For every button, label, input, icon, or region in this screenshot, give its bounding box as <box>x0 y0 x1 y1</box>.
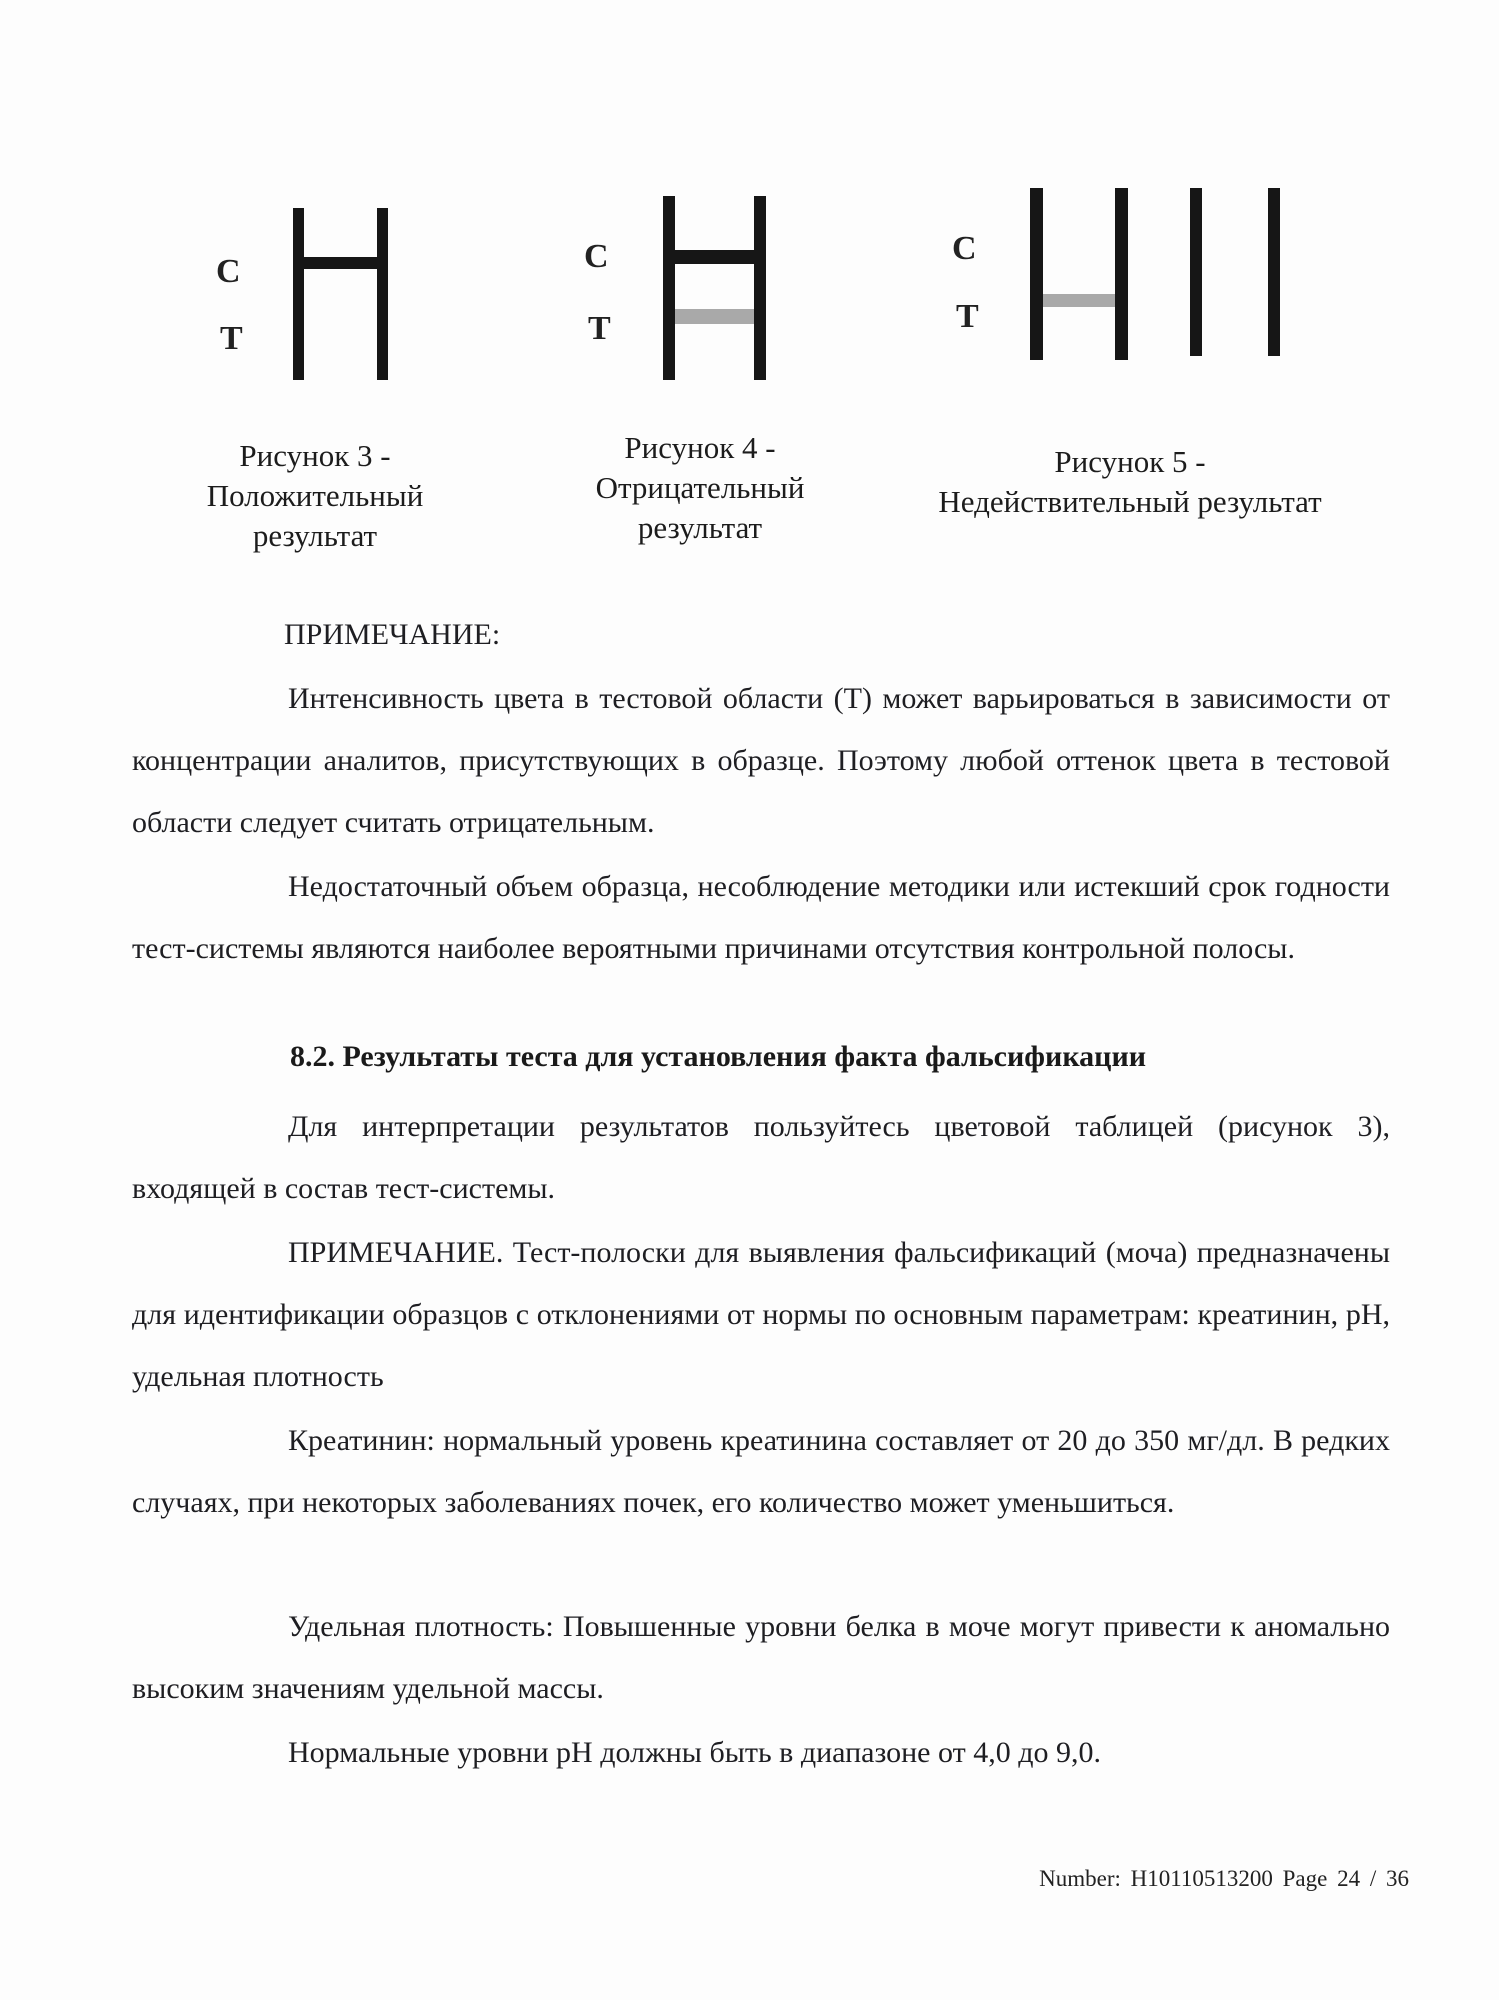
caption-line: Недействительный результат <box>938 484 1322 519</box>
test-line-faint <box>675 309 754 324</box>
paragraph-insufficient-sample: Недостаточный объем образца, несоблюдение методики или истекший срок годности тест-системы являются наиболее вероятными причинами отсутствия контрольной полосы. <box>132 870 1390 965</box>
page-footer <box>1039 1866 1409 1892</box>
paragraph-specific-gravity: Удельная плотность: Повышенные уровни белка в моче могут привести к аномально высоким значениям удельной массы. <box>132 1610 1390 1705</box>
caption-line: результат <box>637 510 763 545</box>
caption-line: Положительный <box>206 478 424 513</box>
footer-number-label: Number: <box>1039 1866 1121 1891</box>
paragraph-intensity: Интенсивность цвета в тестовой области (Т) может варьироваться в зависимости от концентрации аналитов, присутствующих в образце. Поэтому любой оттенок цвета в тестовой области следует считать отрицательным. <box>132 682 1390 839</box>
note-heading: ПРИМЕЧАНИЕ: <box>284 618 501 651</box>
test-label: T <box>956 298 979 335</box>
control-line <box>304 257 377 269</box>
paragraph-creatinine: Креатинин: нормальный уровень креатинина составляет от 20 до 350 мг/дл. В редких случаях, при некоторых заболеваниях почек, его количество может уменьшиться. <box>132 1424 1390 1519</box>
control-line <box>675 250 754 264</box>
caption-line: результат <box>252 518 378 553</box>
test-line-faint <box>1043 294 1115 307</box>
figure-3-caption <box>150 436 480 556</box>
footer-page-label: Page <box>1282 1866 1328 1891</box>
strip-left-bar <box>293 208 304 380</box>
paragraph-adulteration-note: ПРИМЕЧАНИЕ. Тест-полоски для выявления фальсификаций (моча) предназначены для идентификации образцов с отклонениями от нормы по основным параметрам: креатинин, pH, удельная плотность <box>132 1236 1390 1393</box>
figure-4-caption <box>540 428 860 548</box>
paragraph-ph: Нормальные уровни pH должны быть в диапазоне от 4,0 до 9,0. <box>288 1736 1101 1769</box>
figure-5-caption <box>880 442 1380 522</box>
footer-number-value: H10110513200 <box>1130 1866 1273 1891</box>
strip-right-bar <box>1115 188 1128 360</box>
paragraph-interpretation: Для интерпретации результатов пользуйтесь цветовой таблицей (рисунок 3), входящей в состав тест-системы. <box>132 1110 1390 1205</box>
footer-page-value: 24 / 36 <box>1337 1866 1409 1891</box>
control-label: C <box>216 253 241 290</box>
test-label: T <box>220 320 243 357</box>
caption-line: Рисунок 3 - <box>239 438 391 473</box>
strip-left-bar <box>663 196 675 380</box>
caption-line: Отрицательный <box>595 470 805 505</box>
caption-line: Рисунок 5 - <box>1054 444 1206 479</box>
strip-left-bar <box>1030 188 1043 360</box>
extra-bar <box>1268 188 1280 356</box>
control-label: C <box>584 238 609 275</box>
section-heading-8-2: 8.2. Результаты теста для установления факта фальсификации <box>290 1040 1147 1073</box>
test-label: T <box>588 310 611 347</box>
strip-right-bar <box>377 208 388 380</box>
control-label: C <box>952 230 977 267</box>
caption-line: Рисунок 4 - <box>624 430 776 465</box>
extra-bar <box>1190 188 1202 356</box>
strip-right-bar <box>754 196 766 380</box>
